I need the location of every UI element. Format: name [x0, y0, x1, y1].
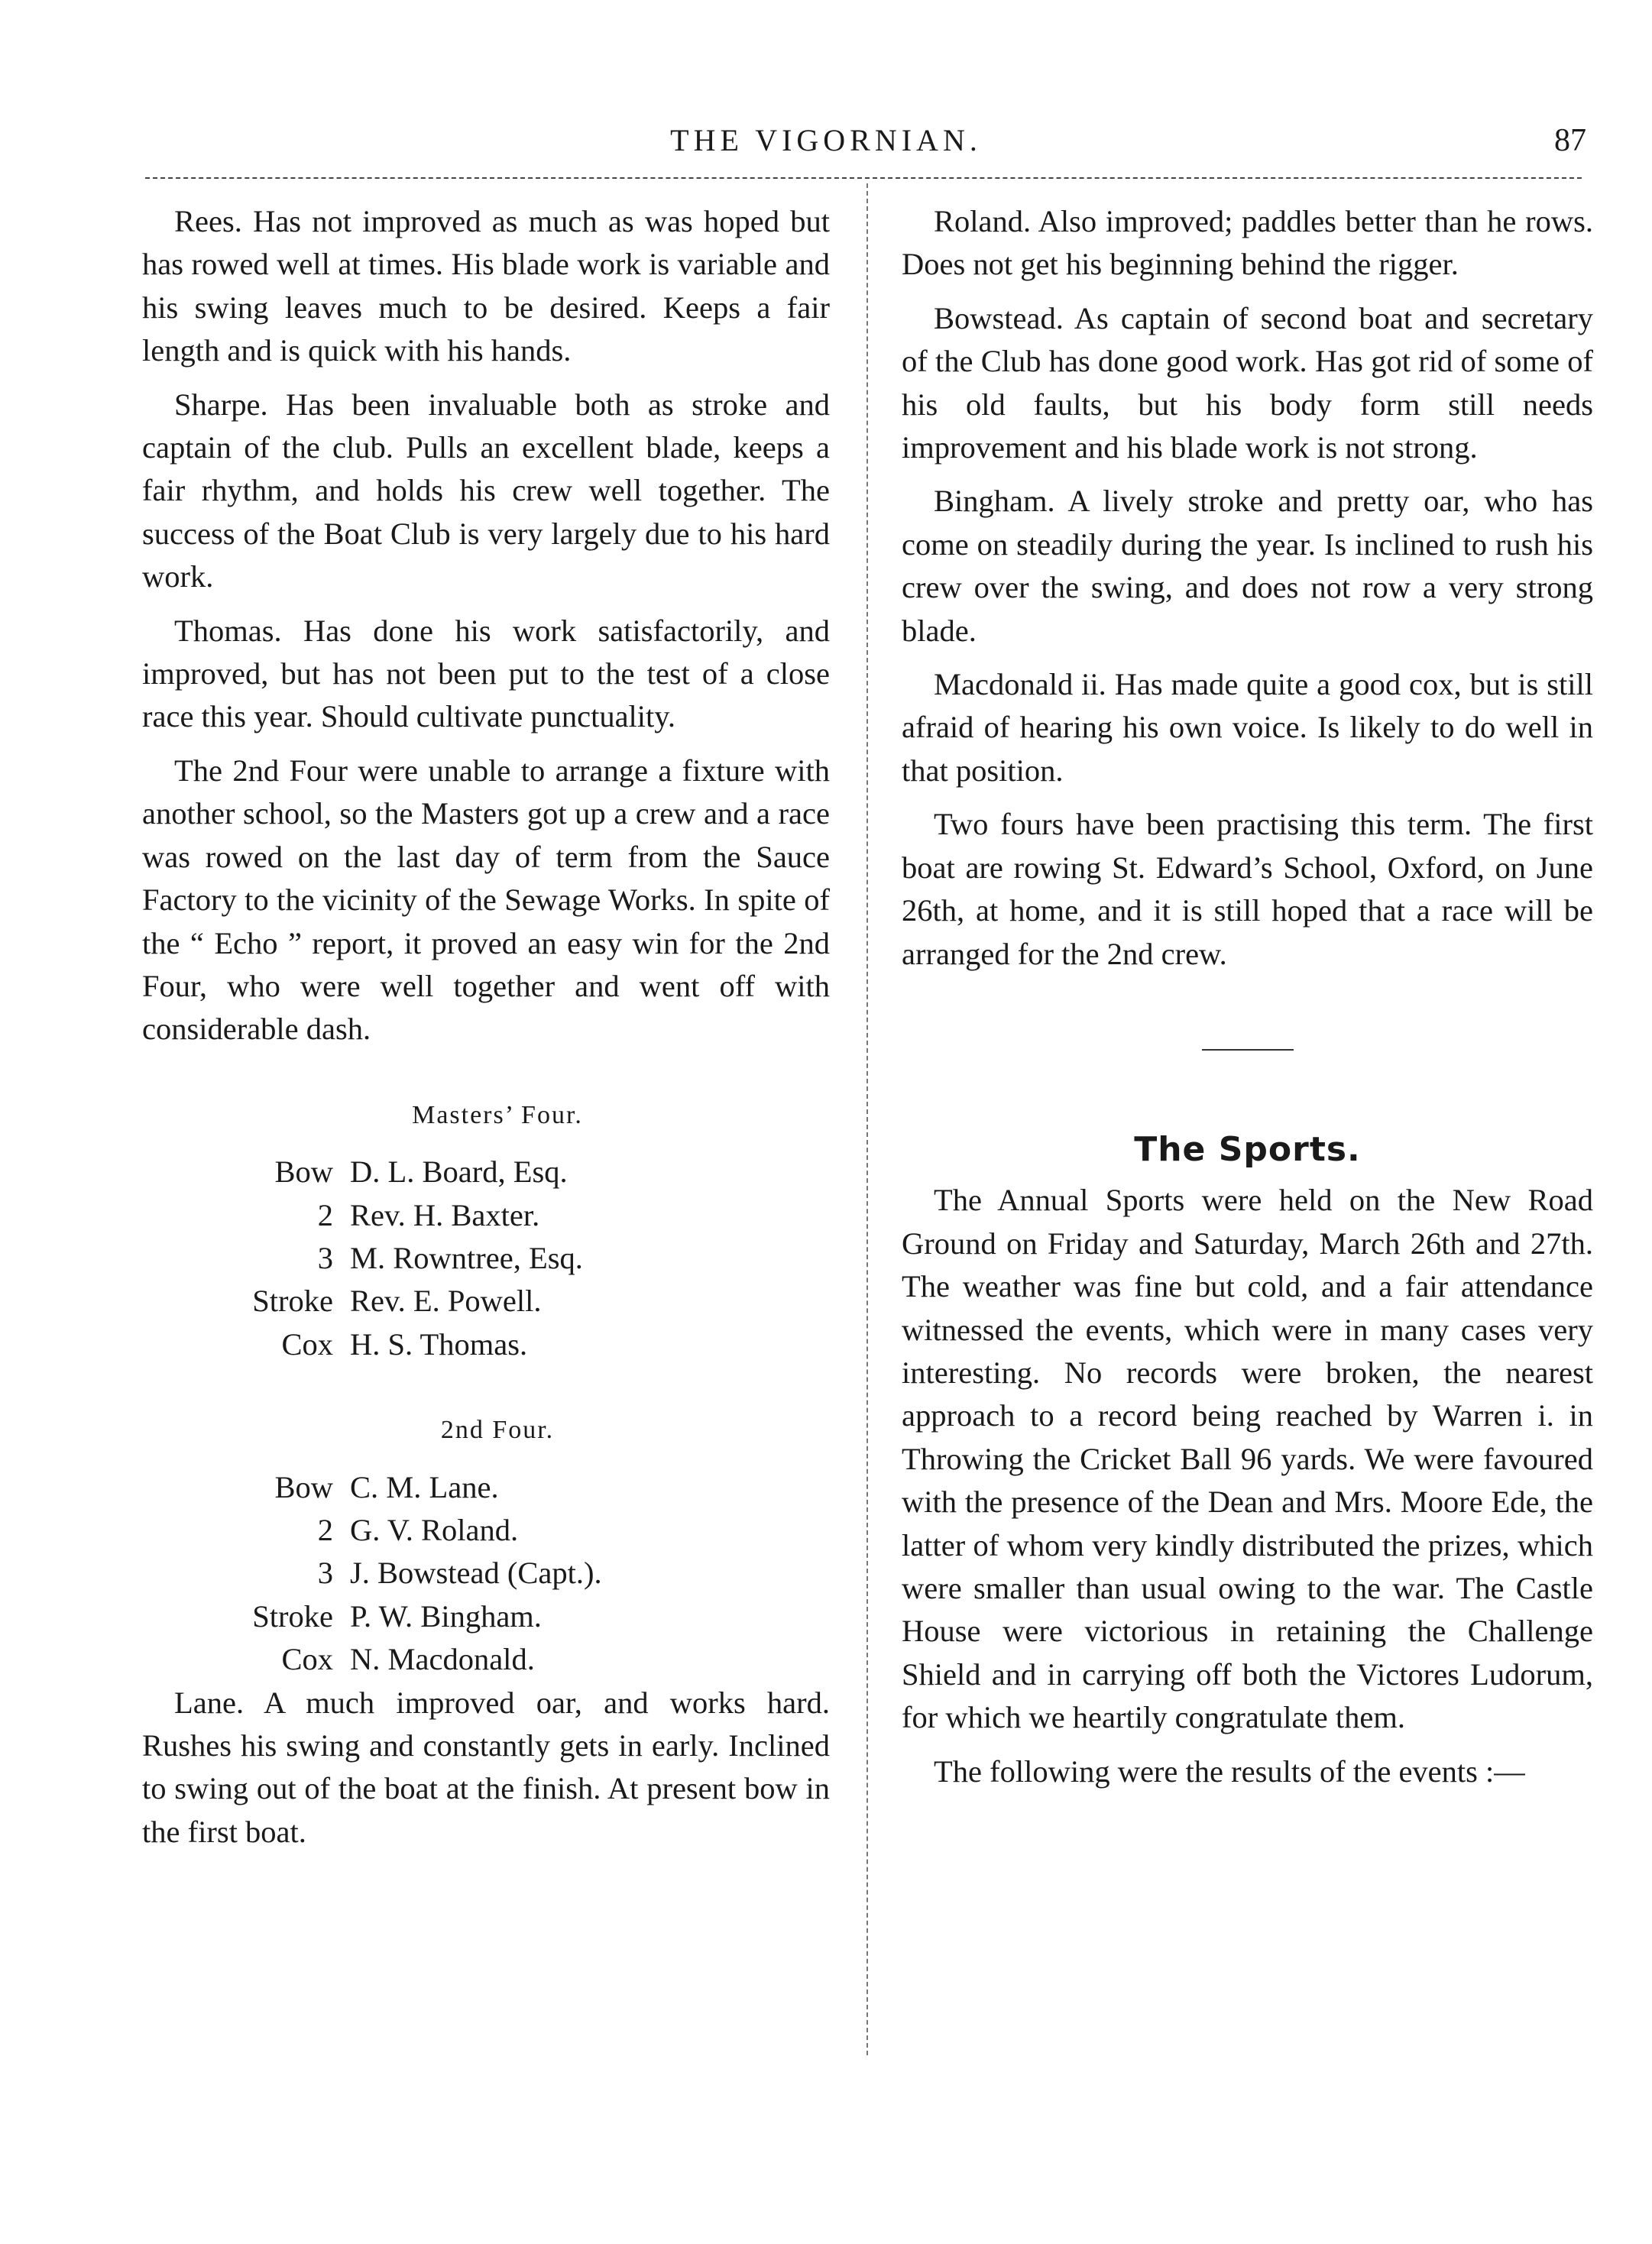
crew-position: 3	[317, 1556, 333, 1591]
page-number: 87	[1554, 123, 1586, 158]
crew-row	[219, 1194, 583, 1237]
paragraph-sharpe: Sharpe. Has been invaluable both as stroke and captain of the club. Pulls an excellent blade, keeps a fair rhythm, and holds his crew well together. The success of the Boat Club is very largely due to his hard work.	[142, 387, 830, 594]
paragraph-second-four: The 2nd Four were unable to arrange a fixture with another school, so the Masters got up a crew and a race was rowed on the last day of term from the Sauce Factory to the vicinity of the Sewage Works. In spite of the “ Echo ” report, it proved an easy win for the 2nd Four, who were well together and went off with considerable dash.	[142, 753, 830, 1047]
second-four-crew	[142, 1409, 830, 1681]
section-divider	[1202, 1049, 1294, 1051]
crew-row	[219, 1466, 602, 1509]
crew-row	[219, 1638, 602, 1681]
paragraph-lane: Lane. A much improved oar, and works hard. Rushes his swing and constantly gets in early. Inclined to swing out of the boat at the finish. At present bow in the first boat.	[142, 1685, 830, 1849]
crew-member: P. W. Bingham.	[350, 1598, 542, 1634]
crew-row	[219, 1509, 602, 1552]
paragraph-rees: Rees. Has not improved as much as was hoped but has rowed well at times. His blade work is variable and his swing leaves much to be desired. Keeps a fair length and is quick with his hands.	[142, 204, 830, 368]
header-rule	[145, 177, 1582, 179]
paragraph-bowstead: Bowstead. As captain of second boat and secretary of the Club has done good work. Has got rid of some of his old faults, but his body form still needs improvement and his blade work is not strong.	[902, 300, 1593, 465]
crew-row	[219, 1280, 583, 1323]
running-head	[0, 122, 1652, 168]
crew-member: J. Bowstead (Capt.).	[350, 1556, 602, 1591]
masters-four-title: Masters’ Four.	[412, 1100, 583, 1129]
column-divider	[866, 183, 868, 2055]
paragraph-results-intro: The following were the results of the events :—	[934, 1753, 1525, 1789]
second-four-title: 2nd Four.	[440, 1416, 555, 1445]
crew-row	[219, 1552, 602, 1595]
paragraph-two-fours: Two fours have been practising this term. The first boat are rowing St. Edward’s School, Oxford, on June 26th, at home, and it is still hoped that a race will be arranged for the 2nd crew.	[902, 807, 1593, 971]
second-four-table	[219, 1466, 602, 1682]
crew-member: Rev. H. Baxter.	[350, 1197, 540, 1232]
crew-member: M. Rowntree, Esq.	[350, 1240, 583, 1275]
crew-row	[219, 1151, 583, 1193]
masters-four-crew	[142, 1094, 830, 1366]
crew-member: Rev. E. Powell.	[350, 1284, 542, 1319]
crew-position: 2	[317, 1197, 333, 1232]
crew-member: N. Macdonald.	[350, 1642, 535, 1677]
running-title: THE VIGORNIAN.	[670, 123, 982, 157]
crew-member: G. V. Roland.	[350, 1512, 519, 1547]
paragraph-bingham: Bingham. A lively stroke and pretty oar, who has come on steadily during the year. Is inclined to rush his crew over the swing, and does not row a very strong blade.	[902, 484, 1593, 648]
crew-position: Stroke	[252, 1284, 333, 1319]
crew-row	[219, 1237, 583, 1280]
crew-member: C. M. Lane.	[350, 1469, 499, 1504]
crew-row	[219, 1595, 602, 1638]
paragraph-thomas: Thomas. Has done his work satisfactorily, and improved, but has not been put to the test of a close race this year. Should cultivate punctuality.	[142, 613, 830, 734]
paragraph-macdonald: Macdonald ii. Has made quite a good cox, but is still afraid of hearing his own voice. Is likely to do well in that position.	[902, 667, 1593, 788]
crew-position: Stroke	[252, 1598, 333, 1634]
crew-position: Bow	[274, 1469, 333, 1504]
masters-four-table	[219, 1151, 583, 1366]
crew-row	[219, 1323, 583, 1366]
left-column	[142, 200, 830, 1864]
right-column	[902, 200, 1593, 1804]
paragraph-roland: Roland. Also improved; paddles better than he rows. Does not get his beginning behind the rigger.	[902, 204, 1593, 282]
crew-position: 2	[317, 1512, 333, 1547]
crew-position: Bow	[274, 1154, 333, 1190]
crew-member: H. S. Thomas.	[350, 1326, 528, 1362]
paragraph-sports: The Annual Sports were held on the New Road Ground on Friday and Saturday, March 26th and 27th. The weather was fine but cold, and a fair attendance witnessed the events, which were in many cases very interesting. No records were broken, the nearest approach to a record being reached by Warren i. in Throwing the Cricket Ball 96 yards. We were favoured with the presence of the Dean and Mrs. Moore Ede, the latter of whom very kindly distributed the prizes, which were smaller than usual owing to the war. The Castle House were victorious in retaining the Challenge Shield and in carrying off both the Victores Ludorum, for which we heartily congratulate them.	[902, 1183, 1593, 1735]
crew-member: D. L. Board, Esq.	[350, 1154, 568, 1190]
crew-position: Cox	[281, 1326, 333, 1362]
crew-position: Cox	[281, 1642, 333, 1677]
sports-heading: The Sports.	[1134, 1129, 1361, 1169]
crew-position: 3	[317, 1240, 333, 1275]
